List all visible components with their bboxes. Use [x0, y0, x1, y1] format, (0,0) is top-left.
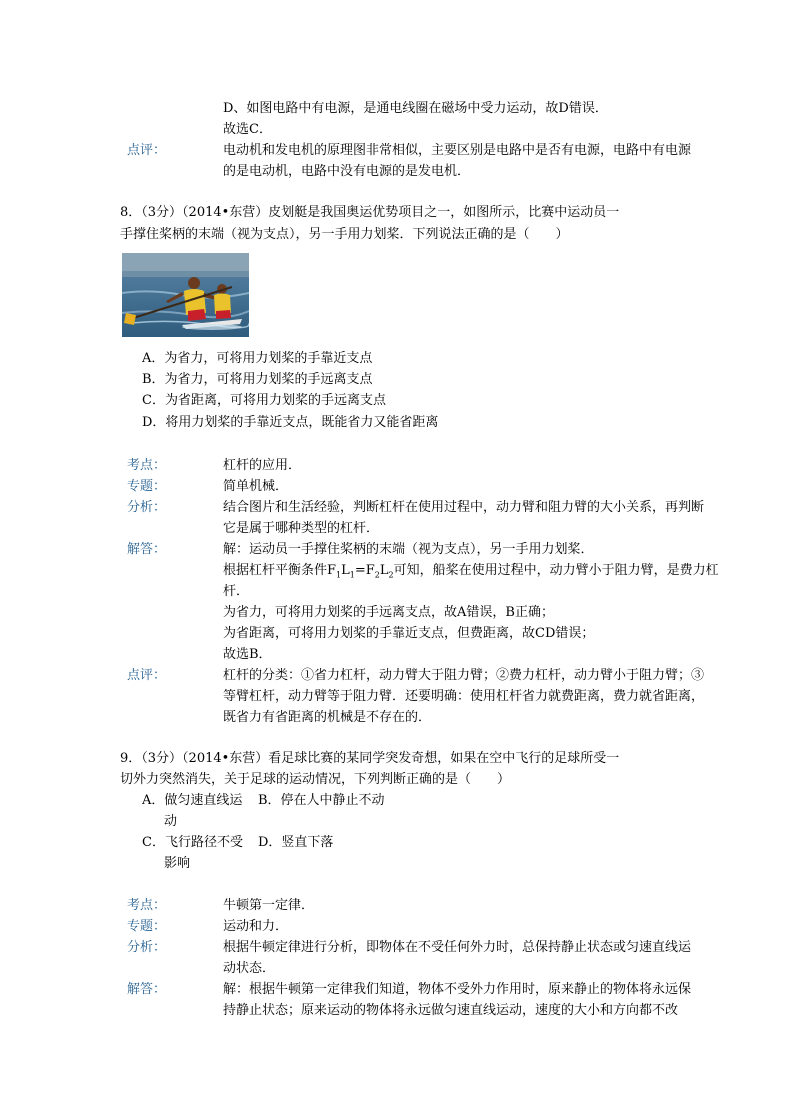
- q8-option-c: C．为省距离，可将用力划桨的手远离支点: [142, 393, 386, 408]
- q8-jieda-label: 解答：: [127, 542, 167, 557]
- q9-option-c: C．飞行路径不受: [142, 835, 243, 850]
- q8-jieda-line-2-end: 可知，船桨在使用过程中，动力臂小于阻力臂，是费力杠: [393, 563, 719, 578]
- q9-jieda-line-2: 持静止状态；原来运动的物体将永远做匀速直线运动，速度的大小和方向都不改: [223, 1003, 679, 1018]
- q8-jieda-line-3: 杆．: [223, 584, 250, 599]
- q8-dianping-line-3: 既省力有省距离的机械是不存在的．: [223, 710, 432, 725]
- q8-jieda-line-6: 故选B．: [223, 647, 272, 662]
- q7-comment-label: 点评：: [127, 143, 167, 158]
- q9-option-a: A．做匀速直线运: [142, 793, 243, 808]
- q7-option-d-explanation: D、如图电路中有电源，是通电线圈在磁场中受力运动，故D错误．: [223, 101, 608, 116]
- q9-stem-line-1: 9．（3分）（2014•东营）看足球比赛的某同学突发奇想，如果在空中飞行的足球所受一: [120, 751, 620, 766]
- q7-comment-line-2: 的是电动机，电路中没有电源的是发电机．: [223, 164, 471, 179]
- q7-comment-line-1: 电动机和发电机的原理图非常相似，主要区别是电路中是否有电源，电路中有电源: [223, 143, 692, 158]
- q9-kaodian-label: 考点：: [127, 898, 167, 913]
- q9-zhuanti: 运动和力．: [223, 919, 289, 934]
- q8-zhuanti: 简单机械．: [223, 479, 289, 494]
- q8-jieda-line-2-start: 根据杠杆平衡条件: [223, 563, 328, 578]
- kayak-photo: [122, 253, 249, 337]
- q8-stem-line-1: 8．（3分）（2014•东营）皮划艇是我国奥运优势项目之一，如图所示，比赛中运动员一: [120, 205, 620, 220]
- q8-stem-line-2: 手撑住桨柄的末端（视为支点），另一手用力划桨．下列说法正确的是（ ）: [120, 227, 569, 242]
- formula-sub-2: 1: [349, 570, 355, 580]
- q8-fenxi-line-1: 结合图片和生活经验，判断杠杆在使用过程中，动力臂和阻力臂的大小关系，再判断: [223, 500, 705, 515]
- q8-jieda-line-1: 解：运动员一手撑住桨柄的末端（视为支点），另一手用力划桨．: [223, 542, 594, 557]
- q9-fenxi-label: 分析：: [127, 940, 167, 955]
- formula-l1: L: [341, 563, 350, 578]
- q9-zhuanti-label: 专题：: [127, 919, 167, 934]
- q8-option-d: D．将用力划桨的手靠近支点，既能省力又能省距离: [142, 415, 439, 430]
- q9-fenxi-line-2: 动状态．: [223, 961, 276, 976]
- formula-sub-4: 2: [388, 570, 394, 580]
- q8-zhuanti-label: 专题：: [127, 479, 167, 494]
- q9-jieda-label: 解答：: [127, 982, 167, 997]
- q8-kaodian-label: 考点：: [127, 458, 167, 473]
- q8-dianping-line-2: 等臂杠杆，动力臂等于阻力臂．还要明确：使用杠杆省力就费距离，费力就省距离，: [223, 689, 705, 704]
- q9-kaodian: 牛顿第一定律．: [223, 898, 315, 913]
- q9-option-a-cont: 动: [164, 814, 178, 829]
- q8-dianping-label: 点评：: [127, 668, 167, 683]
- q8-dianping-line-1: 杠杆的分类：①省力杠杆，动力臂大于阻力臂；②费力杠杆，动力臂小于阻力臂；③: [223, 668, 705, 683]
- q8-option-a: A．为省力，可将用力划桨的手靠近支点: [142, 351, 373, 366]
- q9-option-b: B．停在人中静止不动: [258, 793, 385, 808]
- q7-answer: 故选C．: [223, 122, 272, 137]
- q8-jieda-line-5: 为省距离，可将用力划桨的手靠近支点，但费距离，故CD错误；: [223, 626, 595, 641]
- formula-sub-1: 1: [336, 570, 342, 580]
- q8-option-b: B．为省力，可将用力划桨的手远离支点: [142, 372, 373, 387]
- q9-fenxi-line-1: 根据牛顿定律进行分析，即物体在不受任何外力时，总保持静止状态或匀速直线运: [223, 940, 692, 955]
- q8-kaodian: 杠杆的应用．: [223, 458, 302, 473]
- q8-jieda-line-2: [223, 561, 719, 586]
- q9-option-d: D．竖直下落: [258, 835, 334, 850]
- q9-jieda-line-1: 解：根据牛顿第一定律我们知道，物体不受外力作用时，原来静止的物体将永远保: [223, 982, 692, 997]
- q8-jieda-line-4: 为省力，可将用力划桨的手远离支点，故A错误，B正确；: [223, 605, 554, 620]
- q8-fenxi-label: 分析：: [127, 500, 167, 515]
- formula-equals: =F: [354, 563, 375, 578]
- q8-fenxi-line-2: 它是属于哪种类型的杠杆．: [223, 521, 380, 536]
- formula-sub-3: 2: [374, 570, 380, 580]
- formula-l2: L: [379, 563, 389, 578]
- q9-stem-line-2: 切外力突然消失，关于足球的运动情况，下列判断正确的是（ ）: [120, 772, 511, 787]
- formula-f1: F: [327, 563, 337, 578]
- kayak-illustration: [122, 253, 249, 337]
- q9-option-c-cont: 影响: [164, 856, 191, 871]
